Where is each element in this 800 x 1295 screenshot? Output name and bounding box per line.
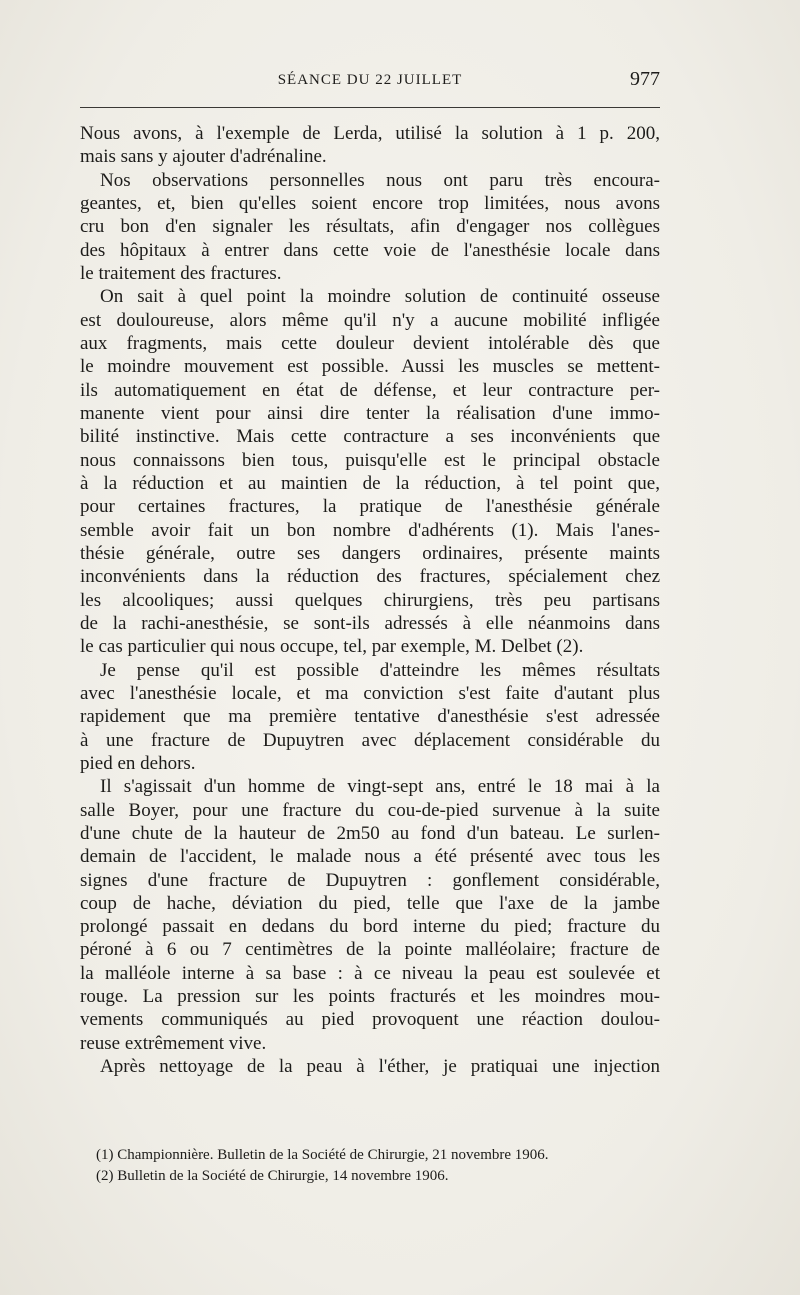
text-line: le traitement des fractures.	[80, 262, 282, 284]
text-line: rouge. La pression sur les points fracturés et les moindres mou-	[80, 986, 660, 1008]
text-line: le cas particulier qui nous occupe, tel, par exemple, M. Delbet (2).	[80, 636, 584, 658]
body-text	[80, 122, 660, 1078]
text-line: signes d'une fracture de Dupuytren : gonflement considérable,	[80, 869, 660, 891]
text-line: Nous avons, à l'exemple de Lerda, utilisé la solution à 1 p. 200,	[80, 123, 660, 144]
text-line: manente vient pour ainsi dire tenter la réalisation d'une immo-	[80, 402, 660, 424]
text-line: reuse extrêmement vive.	[80, 1032, 267, 1054]
text-line: à une fracture de Dupuytren avec déplacement considérable du	[80, 729, 660, 751]
text-line: de la rachi-anesthésie, se sont-ils adressés à elle néanmoins dans	[80, 612, 660, 634]
text-line: avec l'anesthésie locale, et ma conviction s'est faite d'autant plus	[80, 682, 660, 704]
text-line: le moindre mouvement est possible. Aussi les muscles se mettent-	[80, 356, 660, 378]
text-line: vements communiqués au pied provoquent une réaction doulou-	[80, 1009, 660, 1031]
text-line: inconvénients dans la réduction des fractures, spécialement chez	[80, 566, 660, 588]
page-number: 977	[630, 68, 660, 90]
text-line: demain de l'accident, le malade nous a été présenté avec tous les	[80, 846, 660, 868]
text-line: Nos observations personnelles nous ont paru très encoura-	[100, 169, 660, 191]
text-line: Je pense qu'il est possible d'atteindre les mêmes résultats	[100, 659, 660, 681]
text-line: péroné à 6 ou 7 centimètres de la pointe malléolaire; fracture de	[80, 939, 660, 961]
text-line: les alcooliques; aussi quelques chirurgiens, très peu partisans	[80, 589, 660, 611]
text-line: est douloureuse, alors même qu'il n'y a aucune mobilité infligée	[80, 309, 660, 331]
text-line: mais sans y ajouter d'adrénaline.	[80, 146, 327, 168]
footnote-1: (1) Championnière. Bulletin de la Société de Chirurgie, 21 novembre 1906.	[96, 1147, 549, 1163]
footnote-2: (2) Bulletin de la Société de Chirurgie, 14 novembre 1906.	[96, 1168, 449, 1184]
page-header	[80, 68, 660, 98]
text-line: prolongé passait en dedans du bord interne du pied; fracture du	[80, 916, 660, 938]
text-line: coup de hache, déviation du pied, telle que l'axe de la jambe	[80, 892, 660, 914]
text-line: ils automatiquement en état de défense, et leur contracture per-	[80, 379, 660, 401]
text-line: bilité instinctive. Mais cette contracture a ses inconvénients que	[80, 426, 660, 448]
text-line: la malléole interne à sa base : à ce niveau la peau est soulevée et	[80, 962, 660, 984]
text-line: pour certaines fractures, la pratique de l'anesthésie générale	[80, 496, 660, 518]
footnotes	[96, 1145, 660, 1187]
running-head: SÉANCE DU 22 JUILLET	[277, 72, 463, 88]
text-line: pied en dehors.	[80, 752, 196, 774]
header-rule	[80, 107, 660, 108]
text-line: rapidement que ma première tentative d'anesthésie s'est adressée	[80, 706, 660, 728]
text-line: à la réduction et au maintien de la réduction, à tel point que,	[80, 472, 660, 494]
text-line: des hôpitaux à entrer dans cette voie de l'anesthésie locale dans	[80, 239, 660, 261]
text-line: cru bon d'en signaler les résultats, afin d'engager nos collègues	[80, 216, 660, 238]
text-line: semble avoir fait un bon nombre d'adhérents (1). Mais l'anes-	[80, 519, 660, 541]
text-line: nous connaissons bien tous, puisqu'elle est le principal obstacle	[80, 449, 660, 471]
text-line: geantes, et, bien qu'elles soient encore trop limitées, nous avons	[80, 192, 660, 214]
text-line: d'une chute de la hauteur de 2m50 au fond d'un bateau. Le surlen-	[80, 822, 660, 844]
text-line: On sait à quel point la moindre solution de continuité osseuse	[100, 286, 660, 308]
text-line: Il s'agissait d'un homme de vingt-sept ans, entré le 18 mai à la	[100, 776, 660, 798]
text-line: thésie générale, outre ses dangers ordinaires, présente maints	[80, 542, 660, 564]
text-line: salle Boyer, pour une fracture du cou-de-pied survenue à la suite	[80, 799, 660, 821]
text-line: Après nettoyage de la peau à l'éther, je pratiquai une injection	[100, 1056, 660, 1078]
text-line: aux fragments, mais cette douleur devient intolérable dès que	[80, 332, 660, 354]
